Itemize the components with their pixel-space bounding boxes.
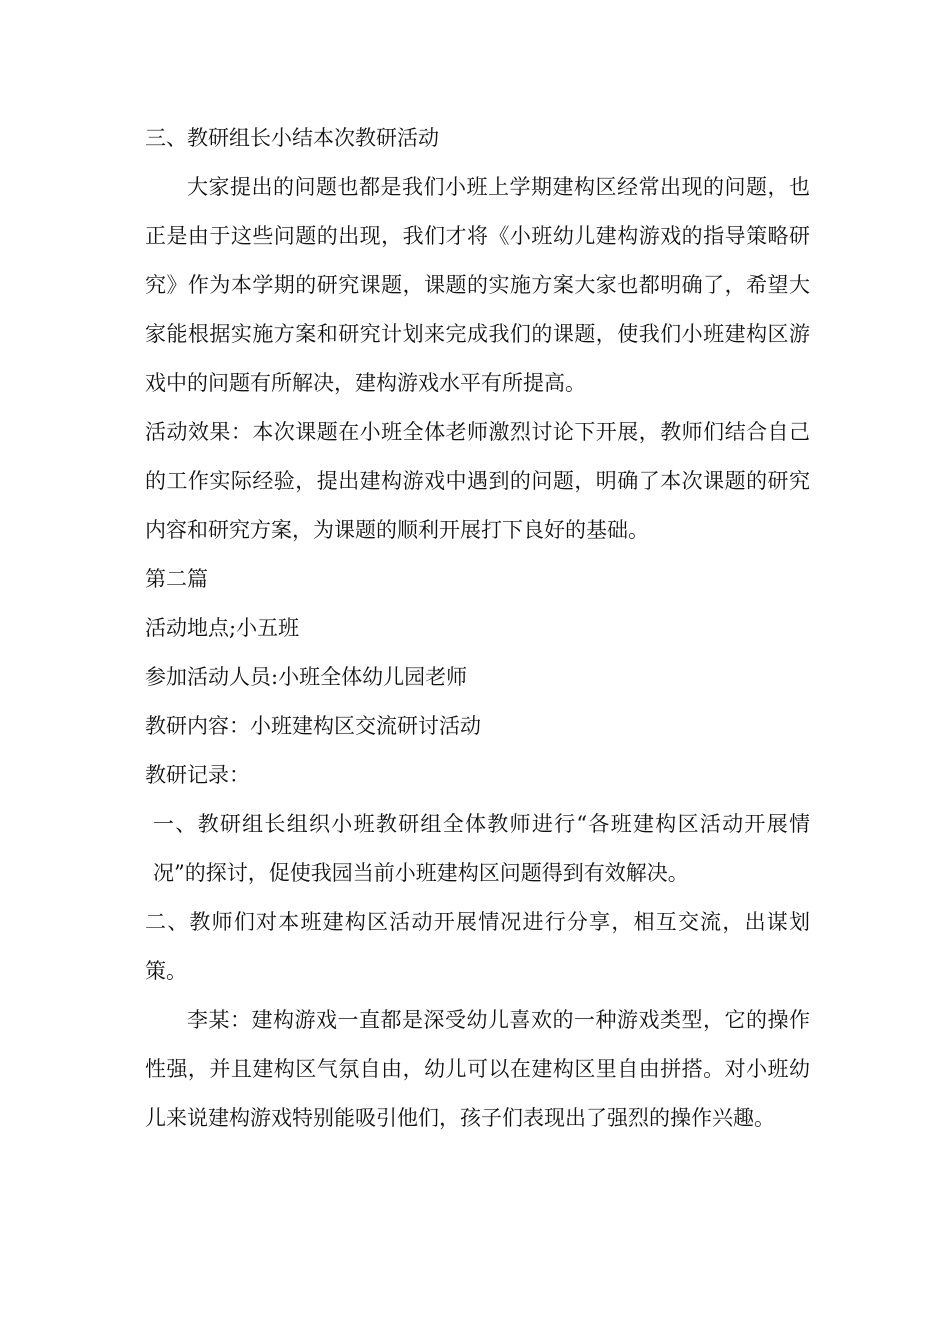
section-heading-summary: 三、教研组长小结本次教研活动	[145, 126, 439, 150]
research-content: 教研内容：小班建构区交流研讨活动	[145, 714, 481, 738]
participants: 参加活动人员:小班全体幼儿园老师	[145, 665, 468, 689]
summary-paragraph: 大家提出的问题也都是我们小班上学期建构区经常出现的问题，也正是由于这些问题的出现，我们才将《小班幼儿建构游戏的指导策略研究》作为本学期的研究课题，课题的实施方案大家也都明确了，希望大家能根据实施方案和研究计划来完成我们的课题，使我们小班建构区游戏中的问题有所解决，建构游戏水平有所提高。	[145, 175, 810, 395]
research-record-label: 教研记录：	[145, 763, 250, 787]
activity-effect-paragraph: 活动效果：本次课题在小班全体老师激烈讨论下开展，教师们结合自己的工作实际经验，提出建构游戏中遇到的问题，明确了本次课题的研究内容和研究方案，为课题的顺利开展打下良好的基础。	[145, 420, 810, 542]
activity-location: 活动地点;小五班	[145, 616, 300, 640]
document-page	[145, 114, 810, 1143]
chapter-heading: 第二篇	[145, 567, 208, 591]
record-item-one: 一、教研组长组织小班教研组全体教师进行“各班建构区活动开展情况”的探讨，促使我园当前小班建构区问题得到有效解决。	[153, 812, 810, 885]
record-item-two: 二、教师们对本班建构区活动开展情况进行分享，相互交流，出谋划策。	[145, 910, 810, 983]
teacher-li-paragraph: 李某：建构游戏一直都是深受幼儿喜欢的一种游戏类型，它的操作性强，并且建构区气氛自由，幼儿可以在建构区里自由拼搭。对小班幼儿来说建构游戏特别能吸引他们，孩子们表现出了强烈的操作兴趣。	[145, 1008, 810, 1130]
